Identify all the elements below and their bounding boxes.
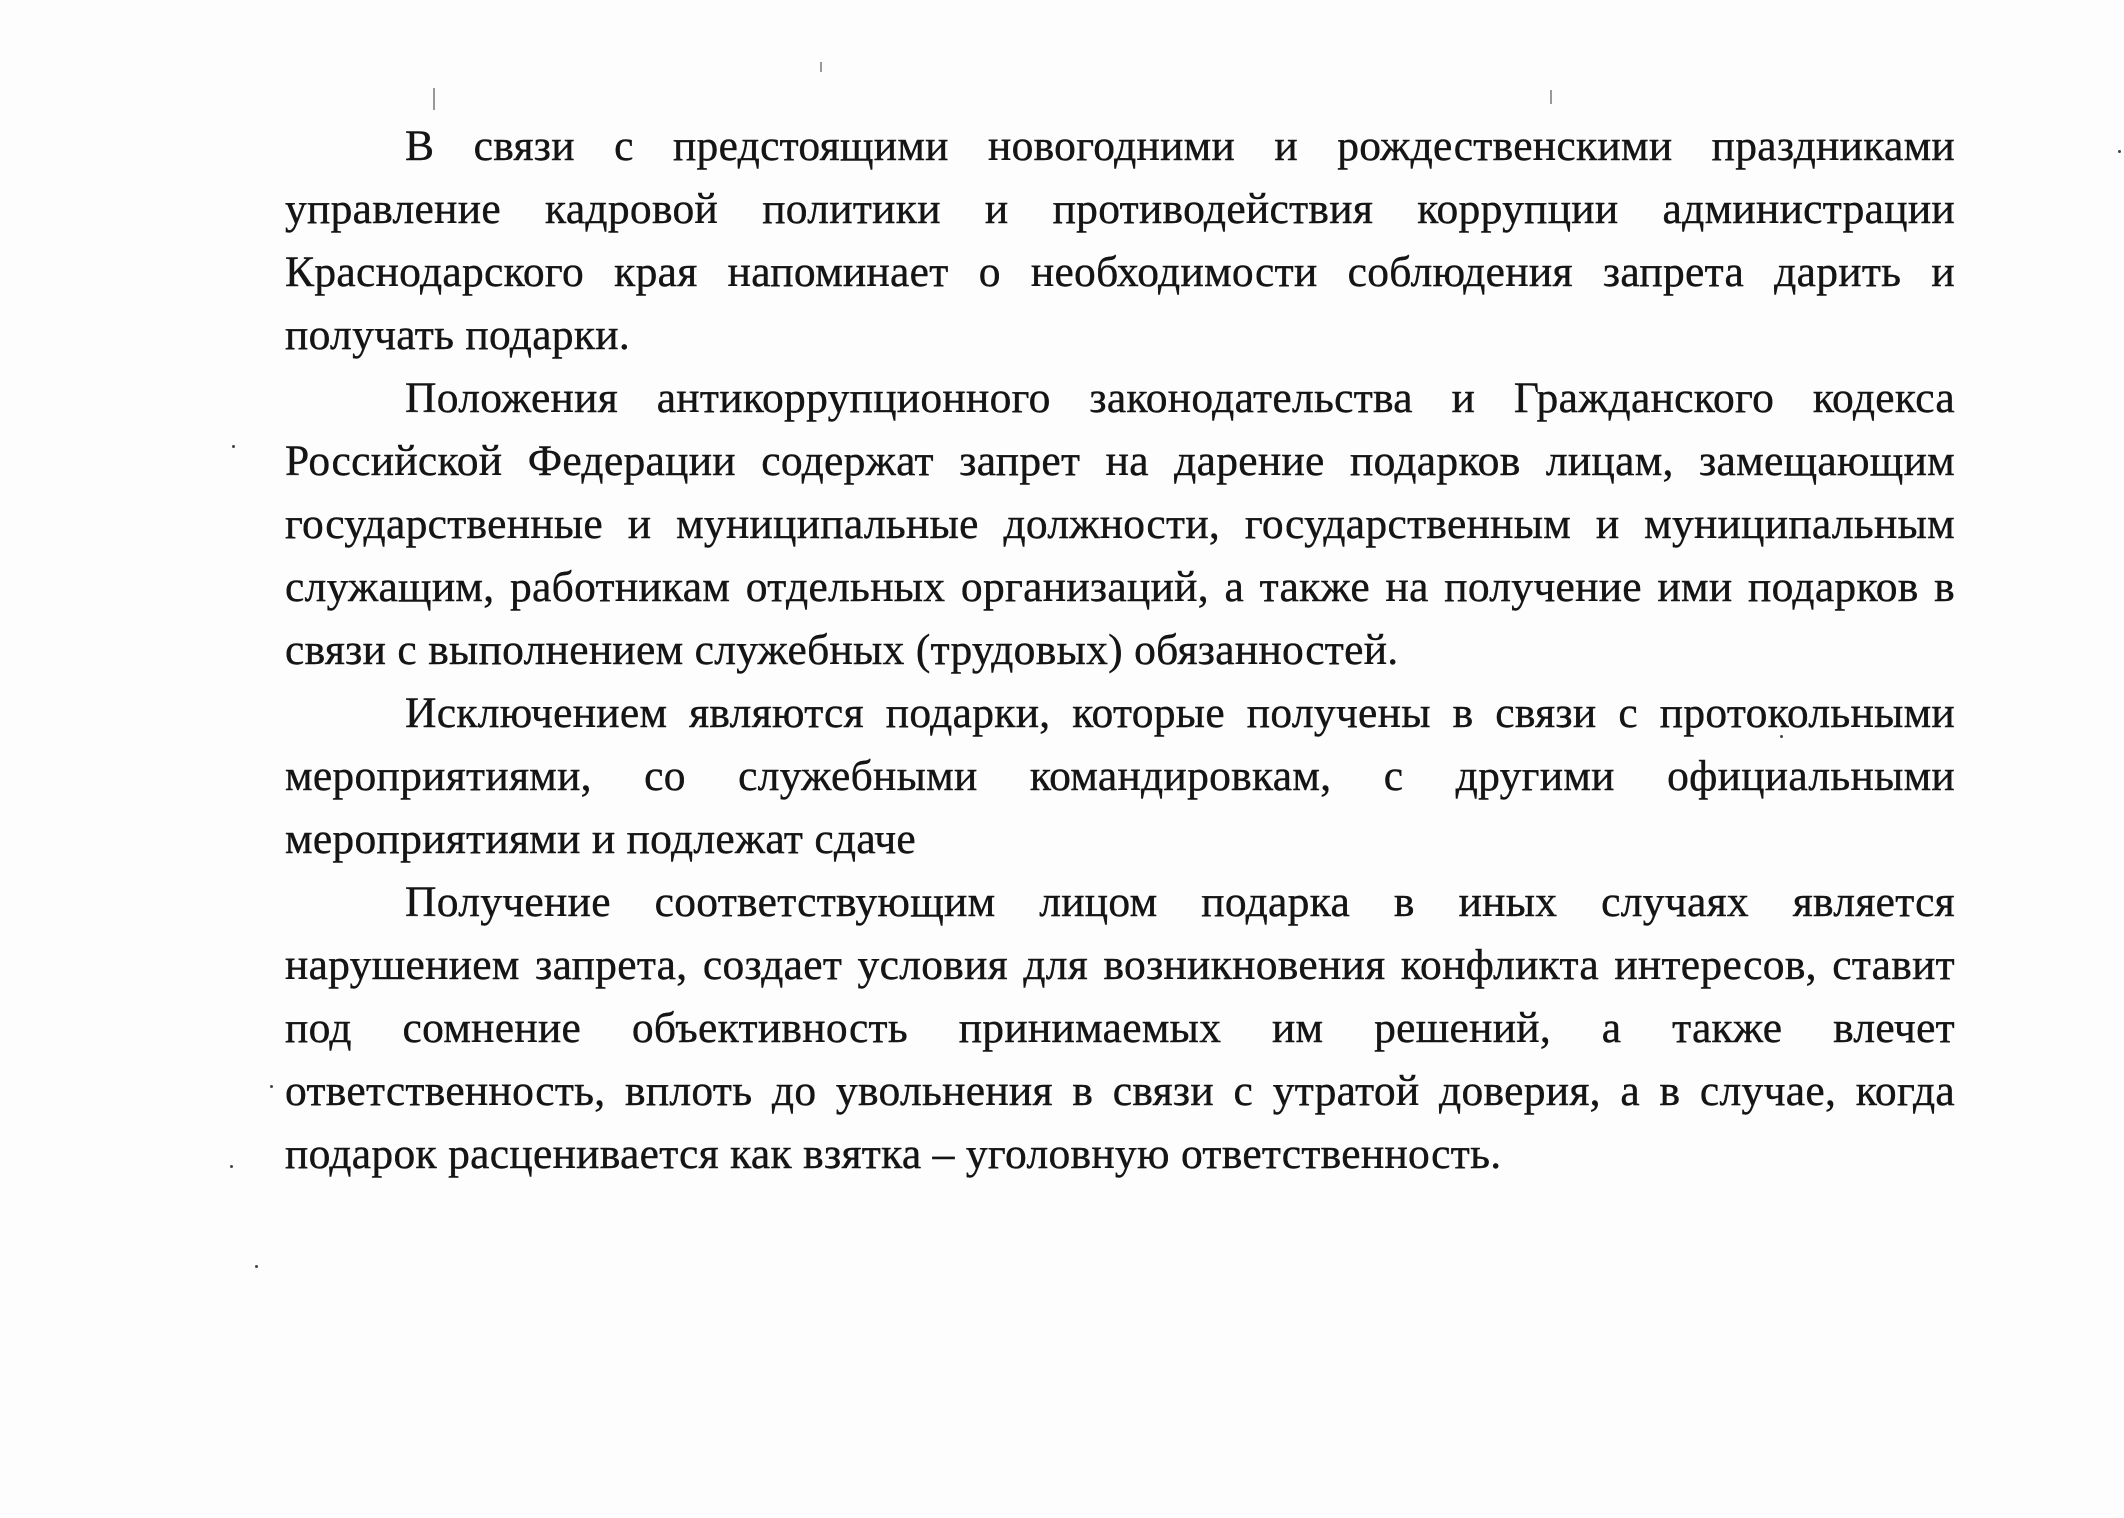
scan-speck bbox=[2118, 150, 2121, 153]
paragraph-3: Исключением являются подарки, которые получены в связи с протокольными мероприятиями, со служебными командировкам, с другими официальными мероприятиями и подлежат сдаче bbox=[285, 689, 1955, 863]
scan-mark bbox=[433, 88, 435, 110]
scan-speck bbox=[232, 445, 235, 448]
scan-mark bbox=[820, 62, 822, 72]
paragraph-2: Положения антикоррупционного законодательства и Гражданского кодекса Российской Федерации содержат запрет на дарение подарков лицам, замещающим государственные и муниципальные должности, государственным и муниципальным служащим, работникам отдельных организаций, а также на получение ими подарков в связи с выполнением служебных (трудовых) обязанностей. bbox=[285, 374, 1955, 674]
scan-speck bbox=[230, 1165, 233, 1168]
document-body bbox=[285, 115, 1955, 1186]
paragraph-4: Получение соответствующим лицом подарка в иных случаях является нарушением запрета, создает условия для возникновения конфликта интересов, ставит под сомнение объективность принимаемых им решений, а также влечет ответственность, вплоть до увольнения в связи с утратой доверия, а в случае, когда подарок расценивается как взятка – уголовную ответственность. bbox=[285, 878, 1955, 1178]
scan-speck bbox=[255, 1265, 258, 1268]
scan-speck bbox=[270, 1085, 273, 1088]
scan-mark bbox=[1550, 90, 1552, 104]
paragraph-1: В связи с предстоящими новогодними и рождественскими праздниками управление кадровой политики и противодействия коррупции администрации Краснодарского края напоминает о необходимости соблюдения запрета дарить и получать подарки. bbox=[285, 122, 1955, 359]
